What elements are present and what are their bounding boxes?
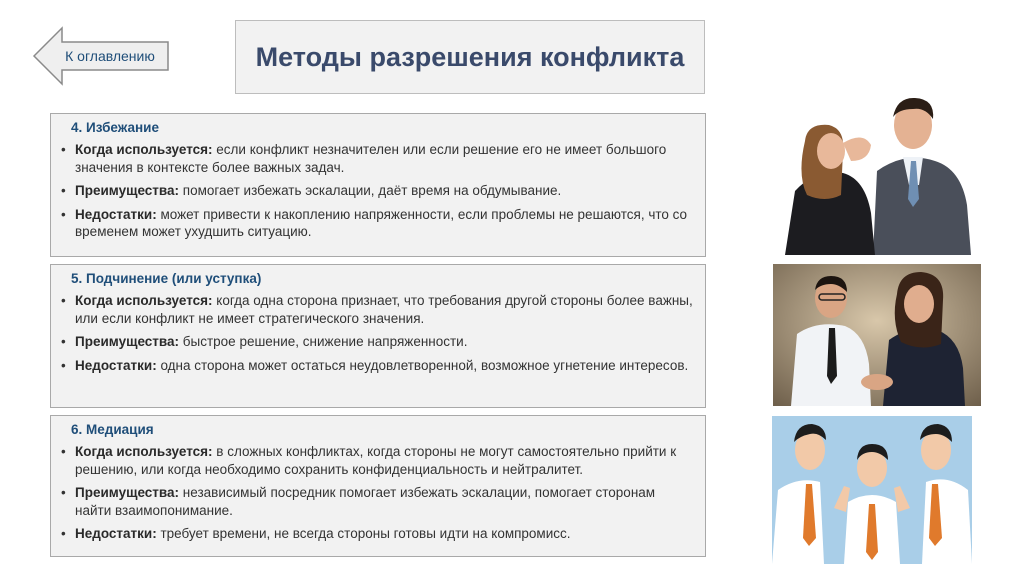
method-heading: 5. Подчинение (или уступка) (71, 271, 262, 286)
bullet-disadvantages: • Недостатки: требует времени, не всегда стороны готовы идти на компромисс. (59, 525, 695, 543)
photo-handshake (773, 264, 981, 406)
bullet-when-used: • Когда используется: если конфликт незначителен или если решение его не имеет большого значения в контексте более важных задач. (59, 141, 695, 176)
title-box (235, 20, 705, 94)
method-card-submission (50, 264, 706, 408)
page-title: Методы разрешения конфликта (255, 41, 685, 72)
bullet-advantages: • Преимущества: быстрое решение, снижение напряженности. (59, 333, 695, 351)
illustration-mediation (772, 416, 972, 564)
method-heading: 4. Избежание (71, 120, 159, 135)
bullet-disadvantages: • Недостатки: может привести к накоплению напряженности, если проблемы не решаются, что со временем может ухудшить ситуацию. (59, 206, 695, 241)
method-card-mediation (50, 415, 706, 557)
bullet-when-used: • Когда используется: в сложных конфликтах, когда стороны не могут самостоятельно прийти к решению, или когда необходимо сохранить конфиденциальность и нейтралитет. (59, 443, 695, 478)
photo-whispering-colleagues (785, 95, 975, 255)
bullet-advantages: • Преимущества: помогает избежать эскалации, даёт время на обдумывание. (59, 182, 695, 200)
back-button-label: К оглавлению (65, 48, 155, 64)
method-card-avoidance (50, 113, 706, 257)
bullet-when-used: • Когда используется: когда одна сторона признает, что требования другой стороны более важны, или если конфликт не имеет стратегического значения. (59, 292, 695, 327)
back-to-contents-button[interactable] (32, 26, 170, 86)
method-heading: 6. Медиация (71, 422, 154, 437)
bullet-disadvantages: • Недостатки: одна сторона может остаться неудовлетворенной, возможное угнетение интересов. (59, 357, 695, 375)
bullet-advantages: • Преимущества: независимый посредник помогает избежать эскалации, помогает сторонам найти взаимопонимание. (59, 484, 695, 519)
